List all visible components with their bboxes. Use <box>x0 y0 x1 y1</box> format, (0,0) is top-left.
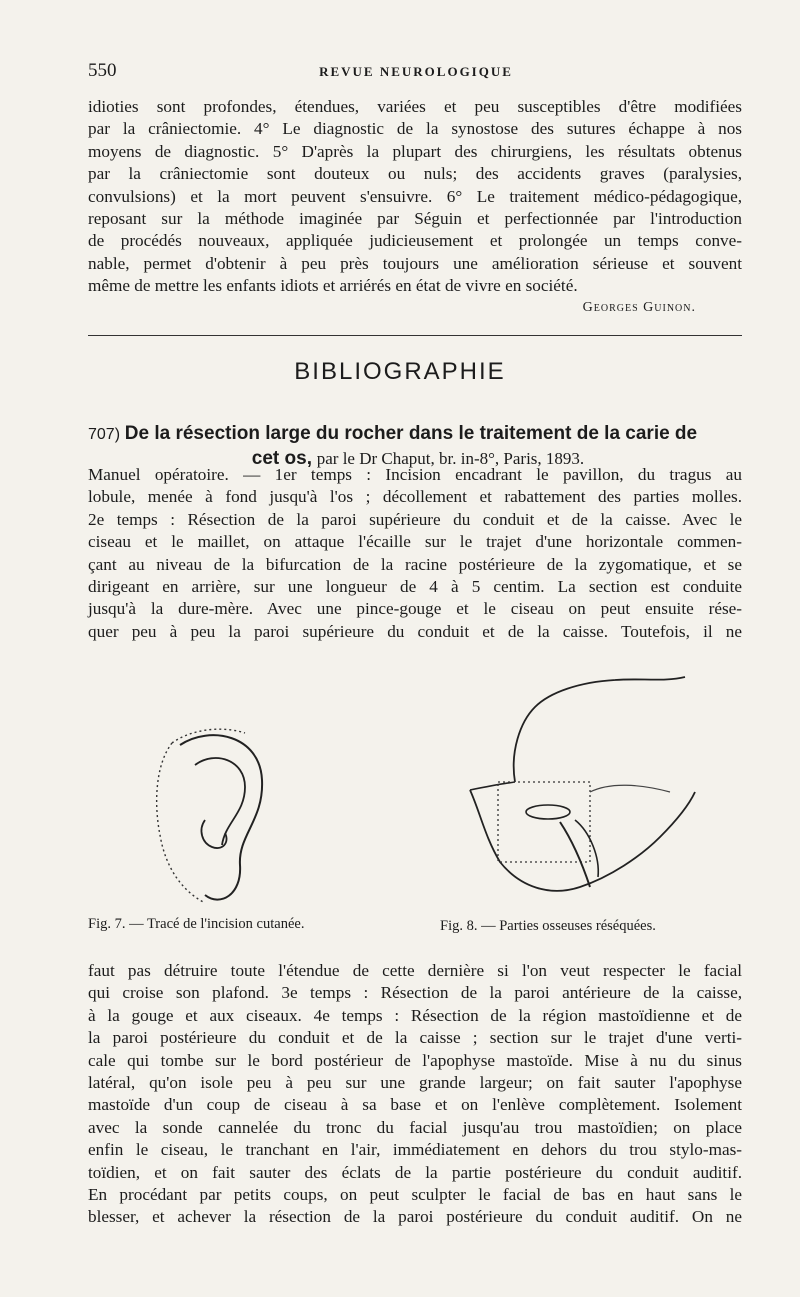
entry-title-line2: cet os, <box>251 448 312 469</box>
bone-hatching <box>590 785 670 792</box>
text-line: mastoïde d'un coup de ciseau à sa base et on l'enlève complètement. Isolement <box>88 1095 742 1115</box>
text-line: En procédant par petits coups, on peut sculpter le facial de bas en haut sans le <box>88 1185 742 1205</box>
text-line: reposant sur la méthode imaginée par Séguin et perfectionnée par l'introduction <box>88 209 742 229</box>
page-header <box>88 60 744 84</box>
text-line: jusqu'à la dure-mère. Avec une pince-gouge et le ciseau on peut ensuite rése- <box>88 599 742 619</box>
text-line: nable, permet d'obtenir à peu près toujours une amélioration sérieuse et souvent <box>88 253 742 273</box>
text-line: idioties sont profondes, étendues, variées et peu susceptibles d'être modifiées <box>88 97 742 116</box>
text-line: Manuel opératoire. — 1er temps : Incision encadrant le pavillon, du tragus au <box>88 465 742 484</box>
intro-paragraph <box>88 96 742 298</box>
text-line: dirigeant en arrière, sur une longueur de 4 à 5 centim. La section est conduite <box>88 577 742 597</box>
text-line: 2e temps : Résection de la paroi supérieure du conduit et de la caisse. Avec le <box>88 509 742 529</box>
text-line: convulsions) et la mort peuvent s'ensuivre. 6° Le traitement médico-pédagogique, <box>88 186 742 206</box>
text-line: par la crâniectomie sont douteux ou nuls; des accidents graves (paralysies, <box>88 164 742 184</box>
text-line: à la gouge et aux ciseaux. 4e temps : Résection de la région mastoïdienne et de <box>88 1005 742 1025</box>
temporal-bone-outline <box>470 790 695 891</box>
running-head: REVUE NEUROLOGIQUE <box>319 64 513 79</box>
figure7-caption: Fig. 7. — Tracé de l'incision cutanée. <box>88 916 305 932</box>
text-line: çant au niveau de la bifurcation de la racine postérieure de la zygomatique, et se <box>88 554 742 574</box>
text-line: toïdien, et on fait sauter des éclats de la partie postérieure du conduit auditif. <box>88 1162 742 1182</box>
body-paragraph-2 <box>88 960 742 1229</box>
text-line: blesser, et achever la résection de la paroi postérieure du conduit auditif. On ne <box>88 1207 742 1227</box>
text-line: par la crâniectomie. 4° Le diagnostic de la synostose des sutures échappe à nos <box>88 119 742 139</box>
skull-outline <box>514 677 685 782</box>
text-line: avec la sonde cannelée du tronc du facial jusqu'au trou mastoïdien; on place <box>88 1117 742 1137</box>
entry-citation: par le Dr Chaput, br. in-8°, Paris, 1893. <box>316 449 585 468</box>
section-divider <box>88 335 742 336</box>
text-line: faut pas détruire toute l'étendue de cette dernière si l'on veut respecter le facial <box>88 961 742 980</box>
mastoid-contour <box>575 820 598 877</box>
figure8-caption: Fig. 8. — Parties osseuses réséquées. <box>440 918 656 934</box>
zygomatic-edge <box>470 782 515 790</box>
ear-helix-outline <box>180 735 262 899</box>
text-line: quer peu à peu la paroi supérieure du conduit et de la caisse. Toutefois, il ne <box>88 621 742 641</box>
text-line: la paroi postérieure du conduit et de la caisse ; section sur le trajet d'une verti- <box>88 1028 742 1048</box>
bone-resection-figure <box>440 672 710 912</box>
text-line: de procédés nouveaux, appliquée judicieusement et prolongée un temps conve- <box>88 231 742 251</box>
text-line: enfin le ciseau, le tranchant en l'air, immédiatement en dehors du trou stylo-mas- <box>88 1140 742 1160</box>
text-line: même de mettre les enfants idiots et arriérés en état de vivre en société. <box>88 276 578 296</box>
text-line: qui croise son plafond. 3e temps : Résection de la paroi antérieure de la caisse, <box>88 983 742 1003</box>
text-line: latéral, qu'on isole peu à peu sur une grande largeur; on fait sauter l'apophyse <box>88 1073 742 1093</box>
entry-title-line1: De la résection large du rocher dans le traitement de la carie de <box>124 423 698 444</box>
section-title: BIBLIOGRAPHIE <box>294 358 506 385</box>
author-signature: Georges Guinon. <box>582 300 696 315</box>
page-number: 550 <box>88 60 117 81</box>
ear-canal-opening <box>526 805 570 819</box>
text-line: moyens de diagnostic. 5° D'après la plupart des chirurgiens, les résultats obtenus <box>88 141 742 161</box>
incision-dotted-line <box>157 743 205 903</box>
text-line: ciseau et le maillet, on attaque l'écaille sur le trajet d'une horizontale commen- <box>88 532 742 552</box>
entry-number: 707) <box>88 426 121 443</box>
text-line: lobule, menée à fond jusqu'à l'os ; décollement et rabattement des parties molles. <box>88 487 742 507</box>
text-line: cale qui tombe sur le bord postérieur de l'apophyse mastoïde. Mise à nu du sinus <box>88 1050 742 1070</box>
ear-incision-figure <box>150 725 280 910</box>
body-paragraph-1 <box>88 464 742 643</box>
ear-antihelix <box>195 758 245 845</box>
